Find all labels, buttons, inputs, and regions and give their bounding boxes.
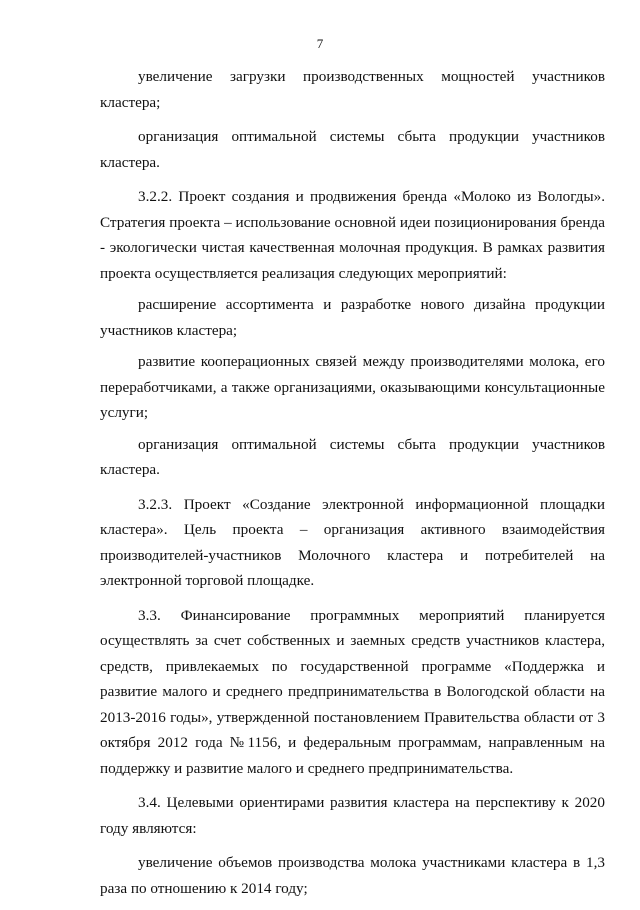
paragraph-electronic-platform: 3.2.3. Проект «Создание электронной информационной площадки кластера». Цель проекта – организация активного взаимодействия производителей-участников Молочного кластера и потребителей на электронной торговой площадке. [100, 495, 605, 589]
page-number: 7 [316, 36, 324, 51]
paragraph-sales-system-2: организация оптимальной системы сбыта продукции участников кластера. [100, 435, 605, 478]
paragraph-cooperation: развитие кооперационных связей между производителями молока, его переработчиками, а также организациями, оказывающими консультационные услуги; [100, 353, 605, 421]
paragraph-sales-system: организация оптимальной системы сбыта продукции участников кластера. [100, 128, 605, 171]
document-body [100, 64, 605, 910]
paragraph-financing: 3.3. Финансирование программных мероприятий планируется осуществлять за счет собственных и заемных средств участников кластера, средств, привлекаемых по государственной программе «Поддержка и развитие малого и среднего предпринимательства в Вологодской области на 2013-2016 годы», утвержденной постановлением Правительства области от 3 октября 2012 года №1156, и федеральным программам, направленным на поддержку и развитие малого и среднего предпринимательства. [100, 606, 605, 777]
paragraph-brand-project: 3.2.2. Проект создания и продвижения бренда «Молоко из Вологды». Стратегия проекта – использование основной идеи позиционирования бренда - экологически чистая качественная молочная продукция. В рамках развития проекта осуществляется реализация следующих мероприятий: [100, 188, 605, 282]
paragraph-targets: 3.4. Целевыми ориентирами развития кластера на перспективу к 2020 году являются: [100, 794, 605, 837]
paragraph-assortment: расширение ассортимента и разработке нового дизайна продукции участников кластера; [100, 296, 605, 339]
paragraph-capacity-increase: увеличение загрузки производственных мощностей участников кластера; [100, 68, 605, 111]
paragraph-milk-production: увеличение объемов производства молока участниками кластера в 1,3 раза по отношению к 2014 году; [100, 854, 605, 897]
